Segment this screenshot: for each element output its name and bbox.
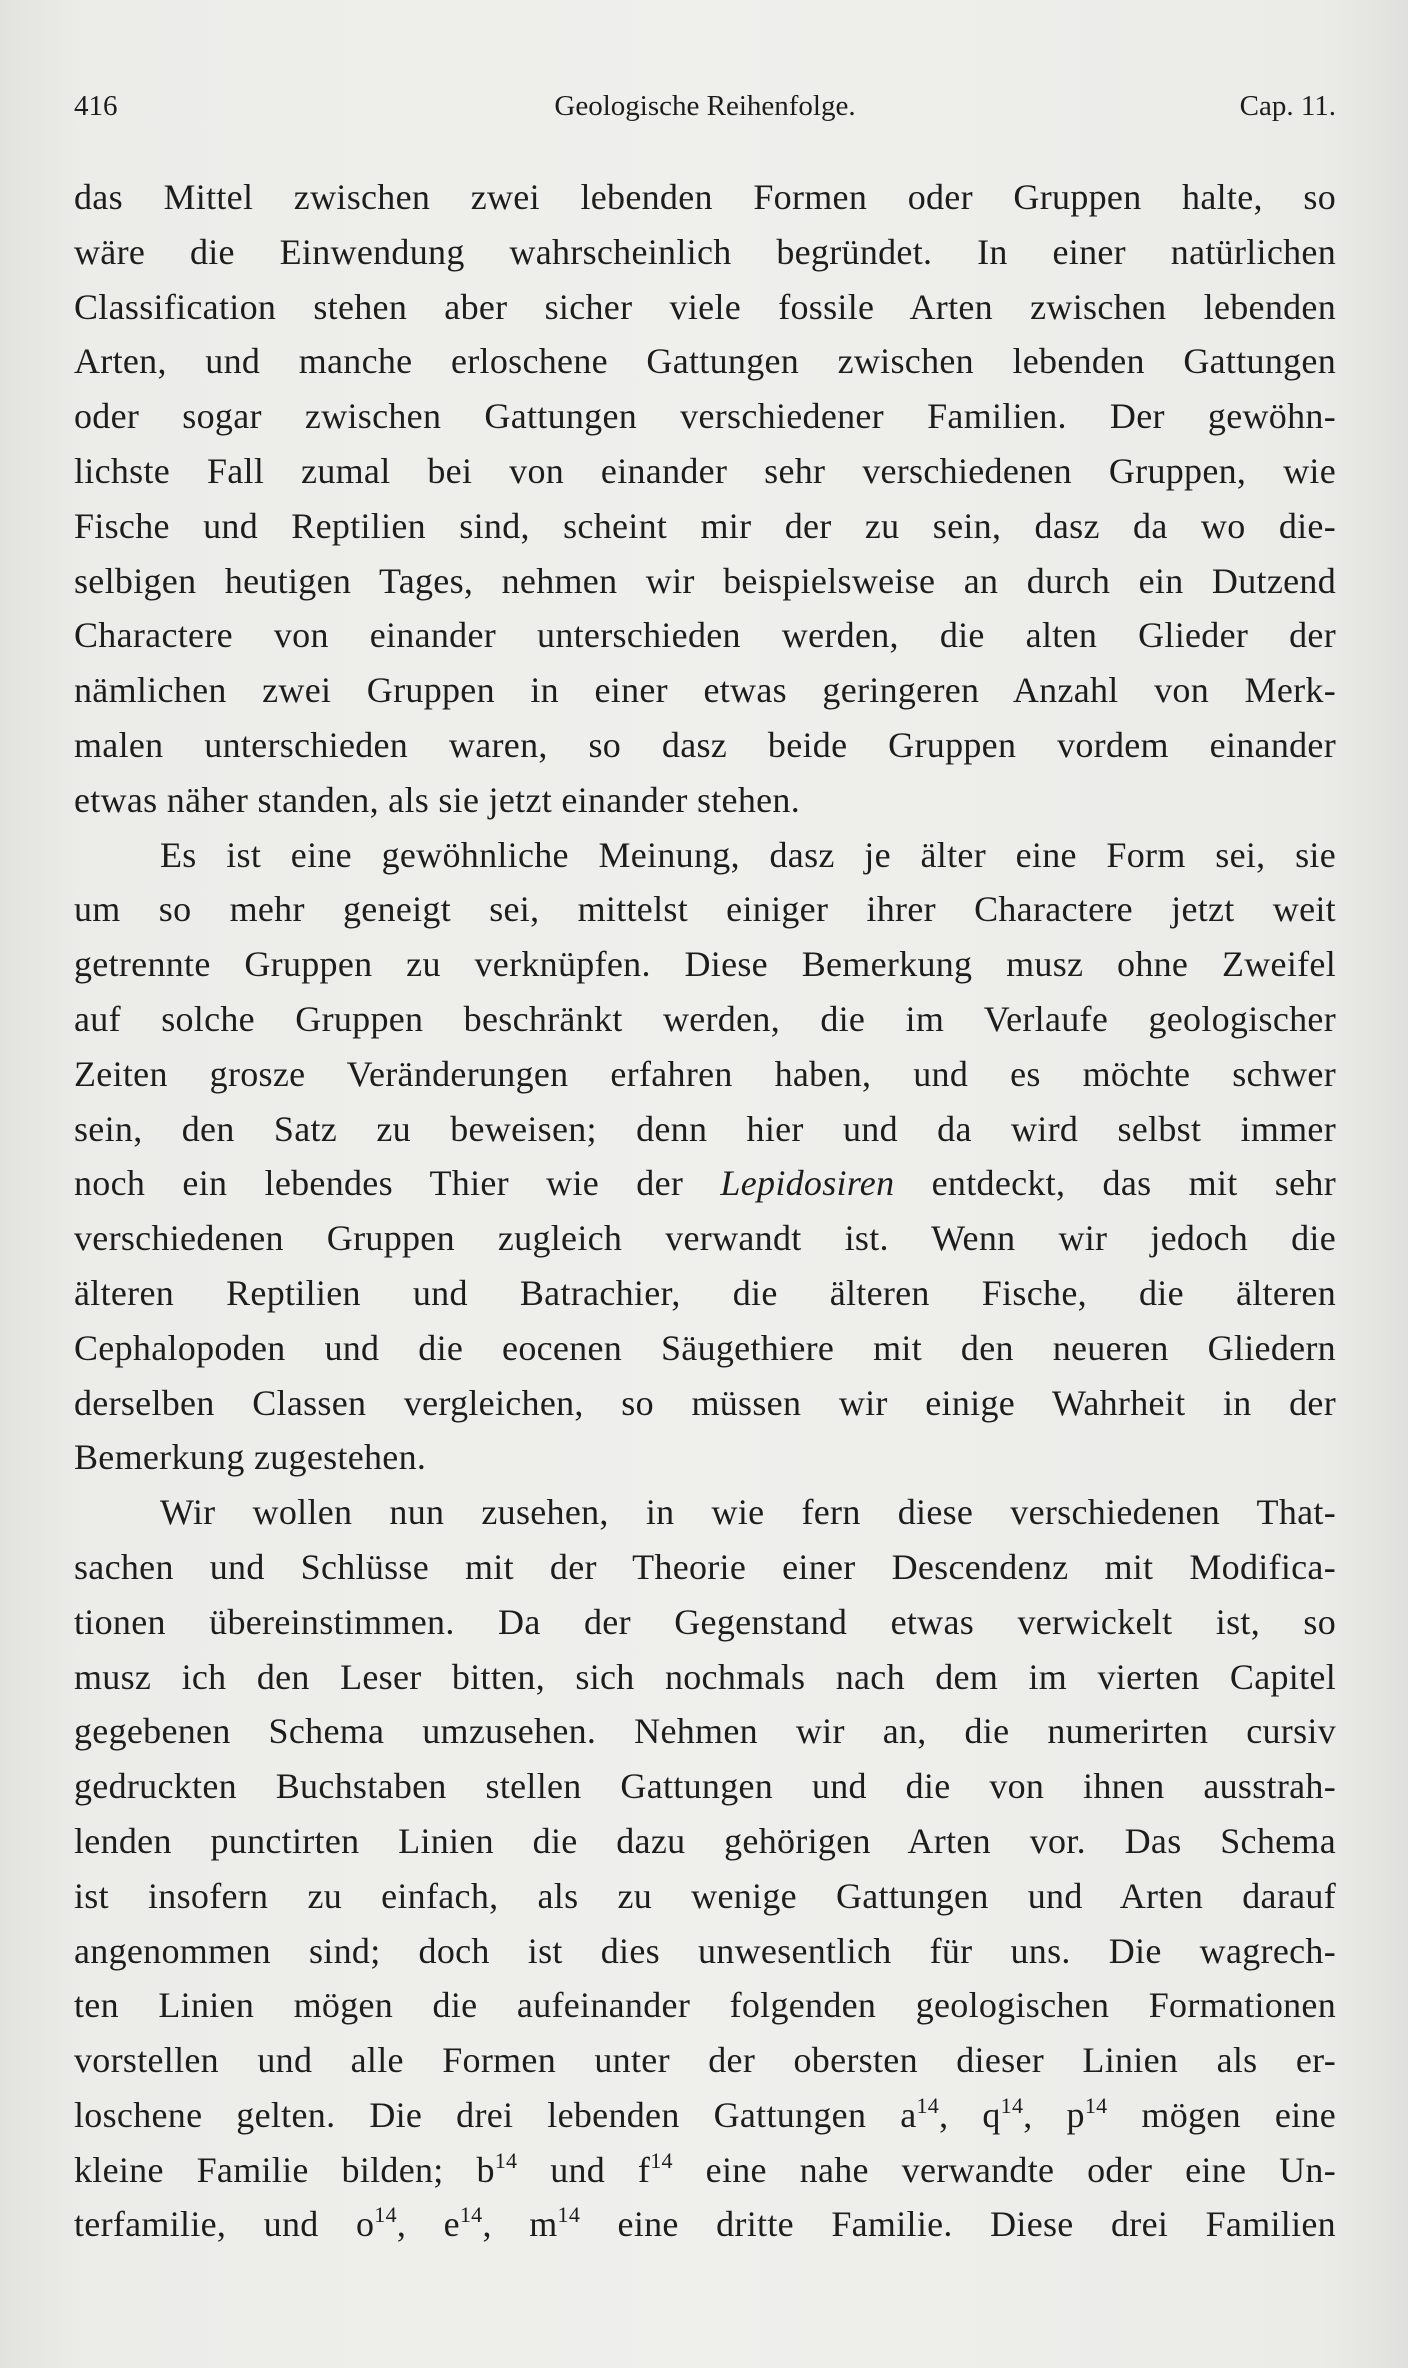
superscript: 14: [557, 2202, 581, 2228]
superscript: 14: [1084, 2092, 1108, 2118]
text-line: ten Linien mögen die aufeinander folgenden geologischen Formationen: [74, 1985, 1336, 2026]
text-line: älteren Reptilien und Batrachier, die älteren Fische, die älteren: [74, 1272, 1336, 1313]
superscript: 14: [459, 2202, 483, 2228]
superscript: 14: [650, 2147, 673, 2173]
text-line: sachen und Schlüsse mit der Theorie einer Descendenz mit Modifica-: [74, 1546, 1336, 1587]
text-run: , m: [482, 2204, 558, 2245]
text-line: Bemerkung zugestehen.: [74, 1437, 427, 1478]
text-line: malen unterschieden waren, so dasz beide Gruppen vordem einander: [74, 724, 1336, 765]
text-line: [74, 2197, 1336, 2252]
text-line: Zeiten grosze Veränderungen erfahren haben, und es möchte schwer: [74, 1053, 1336, 1094]
chapter-label: Cap. 11.: [1239, 90, 1336, 122]
text-line: lichste Fall zumal bei von einander sehr verschiedenen Gruppen, wie: [74, 450, 1336, 491]
text-line: wäre die Einwendung wahrscheinlich begründet. In einer natürlichen: [74, 231, 1336, 272]
text-line: sein, den Satz zu beweisen; denn hier und da wird selbst immer: [74, 1108, 1336, 1149]
running-title: Geologische Reihenfolge.: [554, 90, 856, 122]
text-run: kleine Familie bilden; b: [74, 2149, 495, 2190]
superscript: 14: [374, 2202, 397, 2228]
text-line: selbigen heutigen Tages, nehmen wir beispielsweise an durch ein Dutzend: [74, 560, 1336, 601]
text-line: Arten, und manche erloschene Gattungen zwischen lebenden Gattungen: [74, 341, 1336, 382]
text-run: , q: [939, 2094, 1001, 2135]
text-line: Classification stehen aber sicher viele fossile Arten zwischen lebenden: [74, 286, 1336, 327]
text-run: mögen eine: [1107, 2094, 1336, 2135]
text-line: auf solche Gruppen beschränkt werden, die im Verlaufe geologischer: [74, 998, 1336, 1039]
text-line: Charactere von einander unterschieden werden, die alten Glieder der: [74, 615, 1336, 656]
text-line: [74, 2088, 1336, 2143]
text-line: Fische und Reptilien sind, scheint mir der zu sein, dasz da wo die-: [74, 505, 1336, 546]
text-run: terfamilie, und o: [74, 2204, 375, 2245]
text-line: Wir wollen nun zusehen, in wie fern diese verschiedenen That-: [160, 1492, 1336, 1533]
text-line: tionen übereinstimmen. Da der Gegenstand etwas verwickelt ist, so: [74, 1601, 1336, 1642]
text-line: gedruckten Buchstaben stellen Gattungen und die von ihnen ausstrah-: [74, 1766, 1336, 1807]
text-line: um so mehr geneigt sei, mittelst einiger ihrer Charactere jetzt weit: [74, 889, 1336, 930]
running-header: [74, 90, 1336, 134]
text-run: und f: [517, 2149, 651, 2190]
superscript: 14: [1000, 2092, 1024, 2118]
body-text: [74, 170, 1336, 2252]
text-line: gegebenen Schema umzusehen. Nehmen wir an, die numerirten cursiv: [74, 1711, 1336, 1752]
text-run: entdeckt, das mit sehr: [931, 1163, 1336, 1204]
page-number: 416: [74, 90, 118, 122]
text-line: [74, 1156, 1336, 1211]
text-line: getrennte Gruppen zu verknüpfen. Diese Bemerkung musz ohne Zweifel: [74, 944, 1336, 985]
text-line: [74, 2143, 1336, 2198]
text-line: derselben Classen vergleichen, so müssen wir einige Wahrheit in der: [74, 1382, 1336, 1423]
text-line: Es ist eine gewöhnliche Meinung, dasz je älter eine Form sei, sie: [160, 834, 1336, 875]
superscript: 14: [494, 2147, 518, 2173]
text-line: Cephalopoden und die eocenen Säugethiere mit den neueren Gliedern: [74, 1327, 1336, 1368]
species-name: Lepidosiren: [720, 1163, 895, 1204]
text-run: , e: [396, 2204, 460, 2245]
text-line: musz ich den Leser bitten, sich nochmals nach dem im vierten Capitel: [74, 1656, 1336, 1697]
text-run: noch ein lebendes Thier wie der: [74, 1163, 684, 1204]
text-run: , p: [1023, 2094, 1085, 2135]
text-run: loschene gelten. Die drei lebenden Gattungen a: [74, 2094, 917, 2135]
text-line: oder sogar zwischen Gattungen verschiedener Familien. Der gewöhn-: [74, 396, 1336, 437]
text-line: das Mittel zwischen zwei lebenden Formen oder Gruppen halte, so: [74, 177, 1336, 217]
text-line: verschiedenen Gruppen zugleich verwandt ist. Wenn wir jedoch die: [74, 1218, 1336, 1259]
text-line: nämlichen zwei Gruppen in einer etwas geringeren Anzahl von Merk-: [74, 670, 1336, 711]
text-line: etwas näher standen, als sie jetzt einander stehen.: [74, 779, 801, 820]
superscript: 14: [916, 2092, 940, 2118]
text-run: eine nahe verwandte oder eine Un-: [672, 2149, 1336, 2190]
text-line: lenden punctirten Linien die dazu gehörigen Arten vor. Das Schema: [74, 1820, 1336, 1861]
text-line: angenommen sind; doch ist dies unwesentlich für uns. Die wagrech-: [74, 1930, 1336, 1971]
text-run: eine dritte Familie. Diese drei Familien: [580, 2204, 1336, 2245]
text-line: vorstellen und alle Formen unter der obersten dieser Linien als er-: [74, 2040, 1336, 2081]
text-line: ist insofern zu einfach, als zu wenige Gattungen und Arten darauf: [74, 1875, 1336, 1916]
